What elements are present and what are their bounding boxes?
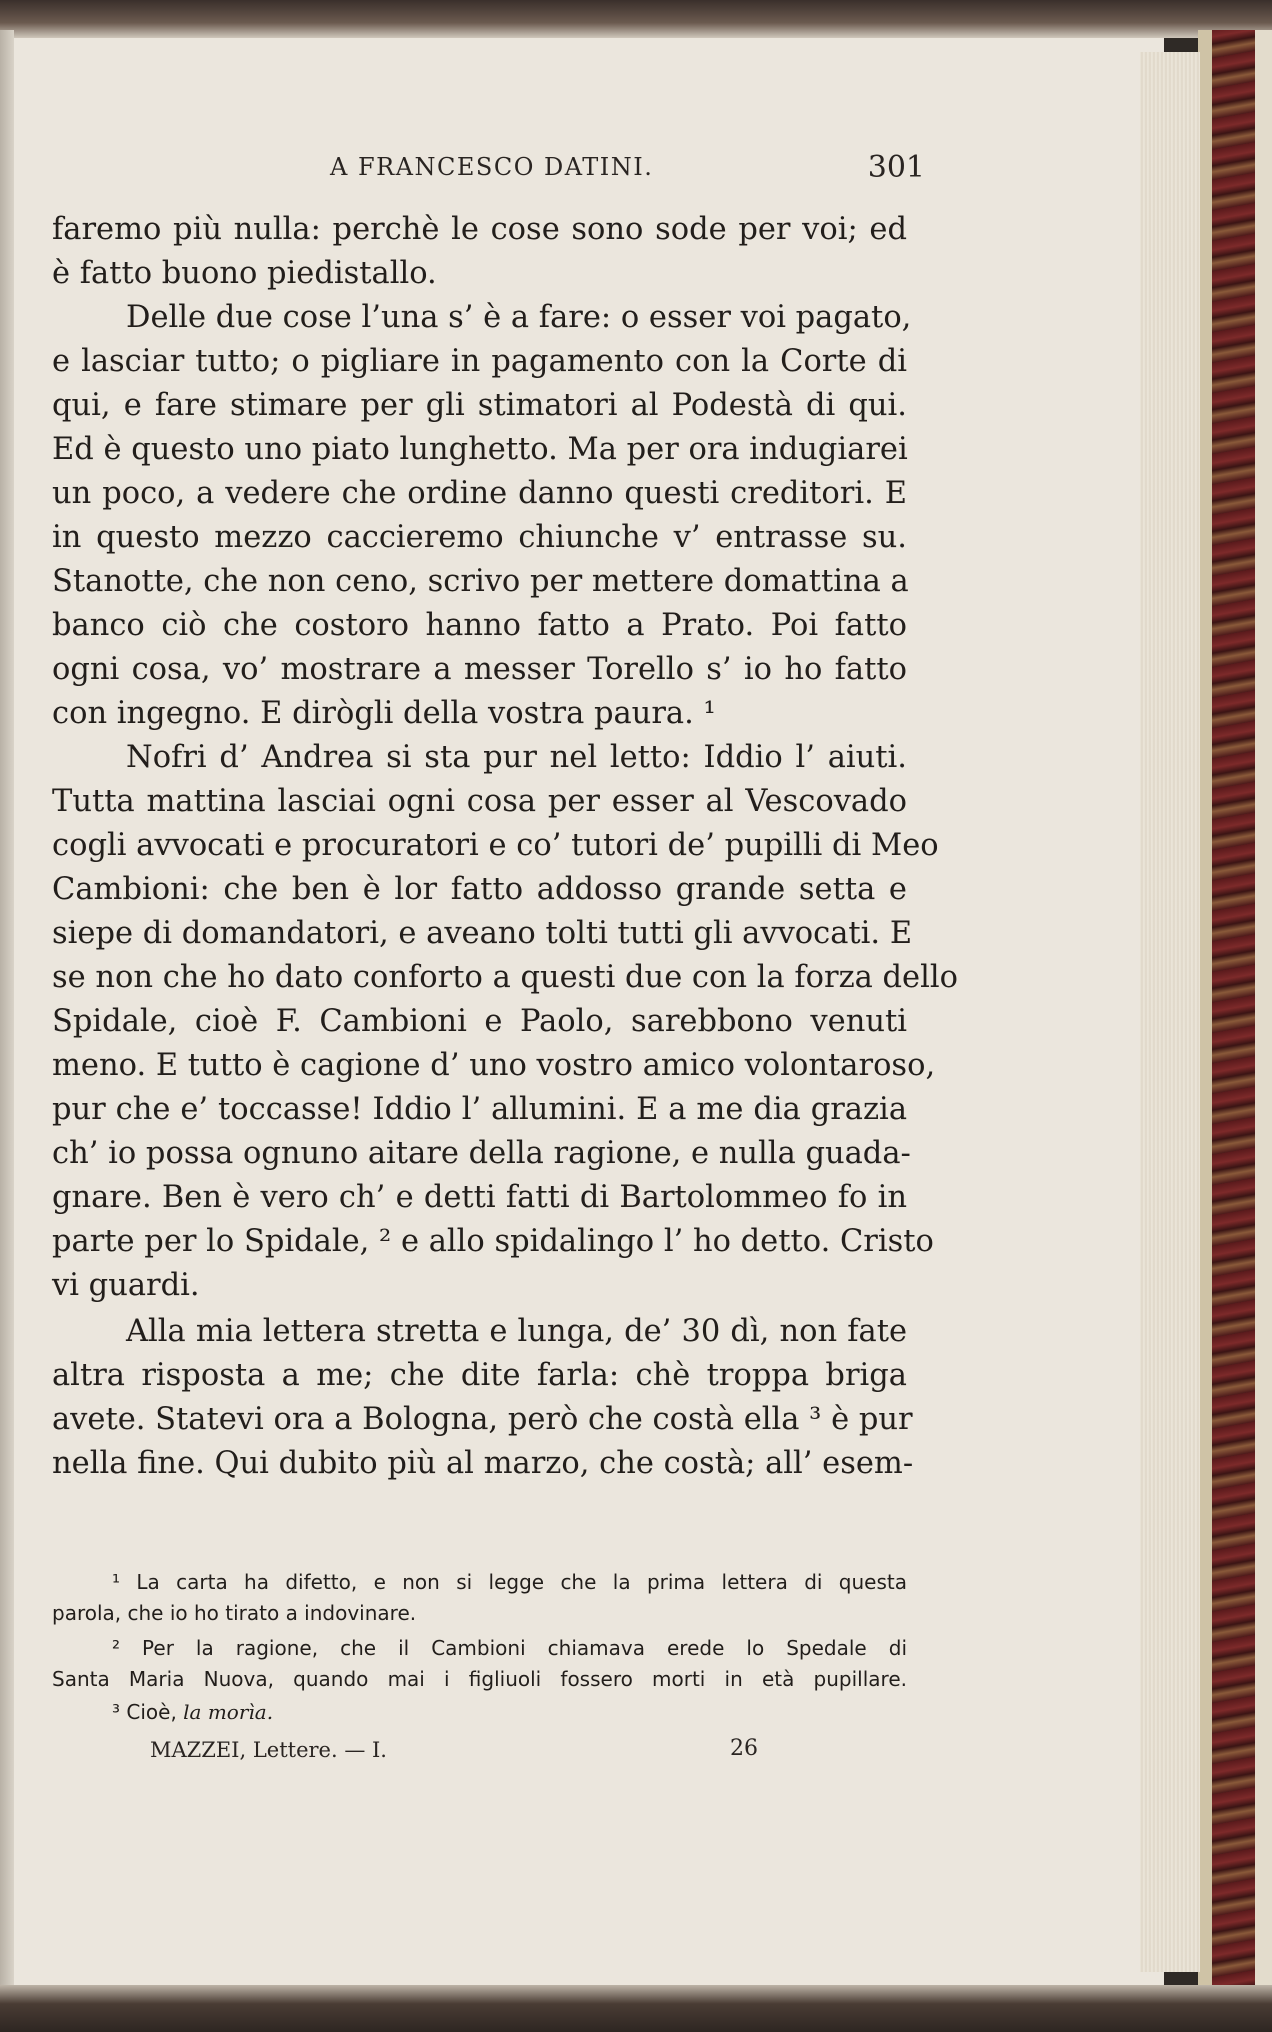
text-line: ch’ io possa ognuno aitare della ragione, e nulla guada-: [52, 1136, 911, 1171]
footnote-2-line-1: ² Per la ragione, che il Cambioni chiamava erede lo Spedale di: [112, 1636, 907, 1660]
footnote-2-line-2: Santa Maria Nuova, quando mai i figliuoli fossero morti in età pupillare.: [52, 1667, 907, 1691]
text-line: e lasciar tutto; o pigliare in pagamento con la Corte di: [52, 344, 907, 379]
cover-paper-strip: [1198, 30, 1212, 1990]
text-line: con ingegno. E dirògli della vostra paura. ¹: [52, 696, 716, 731]
text-line: banco ciò che costoro hanno fatto a Prato. Poi fatto: [52, 608, 907, 643]
text-line: Tutta mattina lasciai ogni cosa per esser al Vescovado: [52, 784, 907, 819]
text-line: qui, e fare stimare per gli stimatori al Podestà di qui.: [52, 388, 907, 423]
text-line: nella fine. Qui dubito più al marzo, che costà; all’ esem-: [52, 1446, 914, 1481]
text-line: siepe di domandatori, e aveano tolti tutti gli avvocati. E: [52, 916, 913, 951]
footnote-1-line-2: parola, che io ho tirato a indovinare.: [52, 1601, 417, 1625]
text-line: Nofri d’ Andrea si sta pur nel letto: Iddio l’ aiuti.: [126, 740, 907, 775]
text-line: è fatto buono piedistallo.: [52, 256, 437, 291]
text-line: Ed è questo uno piato lunghetto. Ma per ora indugiarei: [52, 432, 908, 467]
footnote-3-italic: la morìa.: [183, 1700, 274, 1724]
text-line: parte per lo Spidale, ² e allo spidalingo l’ ho detto. Cristo: [52, 1224, 934, 1259]
binding-top: [0, 0, 1272, 38]
gathering-number: 26: [730, 1736, 758, 1761]
text-line: Alla mia lettera stretta e lunga, de’ 30 dì, non fate: [126, 1314, 907, 1349]
page-fore-edge: [1140, 52, 1200, 1972]
text-line: Stanotte, che non ceno, scrivo per mettere domattina a: [52, 564, 909, 599]
text-line: pur che e’ toccasse! Iddio l’ allumini. E a me dia grazia: [52, 1092, 907, 1127]
text-line: avete. Statevi ora a Bologna, però che costà ella ³ è pur: [52, 1402, 913, 1437]
signature-mark: MAZZEI, Lettere. — I.: [150, 1738, 387, 1762]
text-line: Spidale, cioè F. Cambioni e Paolo, sarebbono venuti: [52, 1004, 907, 1039]
text-line: meno. E tutto è cagione d’ uno vostro amico volontaroso,: [52, 1048, 936, 1083]
text-line: cogli avvocati e procuratori e co’ tutori de’ pupilli di Meo: [52, 828, 939, 863]
text-line: in questo mezzo caccieremo chiunche v’ entrasse su.: [52, 520, 907, 555]
text-line: un poco, a vedere che ordine danno questi creditori. E: [52, 476, 907, 511]
text-line: vi guardi.: [52, 1268, 200, 1303]
text-line: altra risposta a me; che dite farla: chè troppa briga: [52, 1358, 907, 1393]
facing-page-edge: [0, 30, 14, 1990]
footnote-3: [52, 1696, 907, 1728]
text-line: ogni cosa, vo’ mostrare a messer Torello s’ io ho fatto: [52, 652, 907, 687]
text-line: Cambioni: che ben è lor fatto addosso grande setta e: [52, 872, 907, 907]
text-line: gnare. Ben è vero ch’ e detti fatti di Bartolommeo fo in: [52, 1180, 907, 1215]
binding-bottom: [0, 1985, 1272, 2032]
text-line: faremo più nulla: perchè le cose sono sode per voi; ed: [52, 212, 907, 247]
running-header-title: A FRANCESCO DATINI.: [330, 153, 654, 181]
page-number: 301: [867, 150, 925, 185]
text-line: Delle due cose l’una s’ è a fare: o esser voi pagato,: [126, 300, 912, 335]
text-line: se non che ho dato conforto a questi due con la forza dello: [52, 960, 958, 995]
cover-margin: [1255, 30, 1272, 1990]
footnote-3-prefix: ³ Cioè,: [112, 1700, 177, 1724]
footnote-1-line-1: ¹ La carta ha difetto, e non si legge che la prima lettera di questa: [112, 1570, 907, 1594]
